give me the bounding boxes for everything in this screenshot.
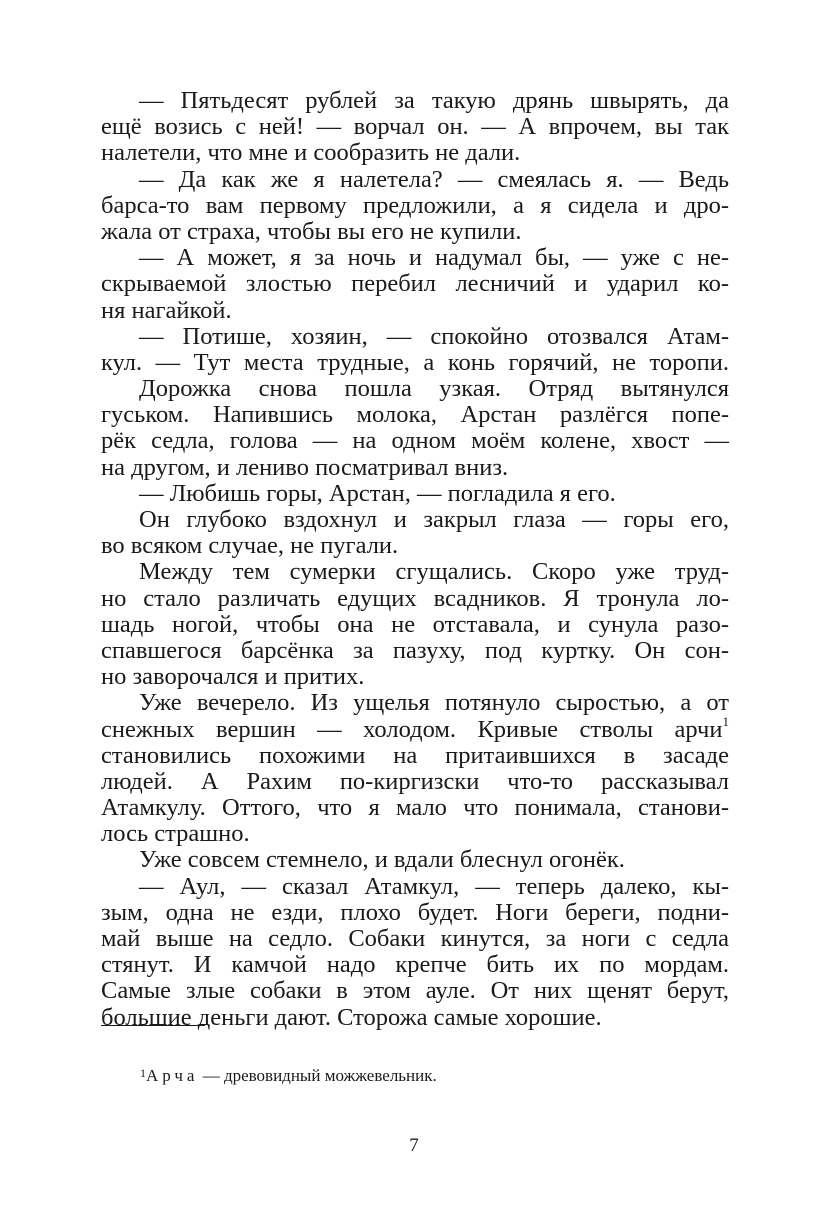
text-line: — Потише, хозяин, — спокойно отозвался Атам- [139, 322, 729, 350]
text-line: Он глубоко вздохнул и закрыл глаза — горы его, [139, 506, 729, 533]
text-line: на другом, и лениво посматривал вниз. [101, 453, 509, 481]
footnote-reference: 1 [722, 713, 729, 729]
text-line: Уже совсем стемнело, и вдали блеснул огонёк. [139, 846, 625, 874]
text-line: шадь ногой, чтобы она не отставала, и сунула разо- [101, 610, 729, 638]
body-text [101, 88, 729, 1031]
text-line: Уже вечерело. Из ущелья потянуло сыростью, а от [139, 689, 729, 717]
text-line: — Да как же я налетела? — смеялась я. — Ведь [139, 165, 729, 193]
text-line: май выше на седло. Собаки кинутся, за ноги с седла [101, 925, 729, 952]
text-line: людей. А Рахим по-киргизски что-то рассказывал [101, 767, 729, 795]
page-number: 7 [409, 1135, 419, 1156]
text-line: — Аул, — сказал Атамкул, — теперь далеко, кы- [139, 872, 729, 900]
text-line: скрываемой злостью перебил лесничий и ударил ко- [101, 270, 729, 298]
text-line: стянут. И камчой надо крепче бить их по мордам. [101, 951, 729, 979]
text-line: — А может, я за ночь и надумал бы, — уже с не- [139, 244, 729, 272]
text-line: Атамкулу. Оттого, что я мало что понимала, станови- [101, 794, 729, 822]
text-line: жала от страха, чтобы вы его не купили. [101, 217, 522, 245]
text-line: — Пятьдесят рублей за такую дрянь швырять, да [139, 87, 729, 114]
footnote-term: Арча [146, 1066, 199, 1085]
text-line: зым, одна не езди, плохо будет. Ноги береги, подни- [101, 898, 729, 926]
footnote [140, 1066, 437, 1086]
text-line: во всяком случае, не пугали. [101, 532, 399, 560]
text-line: лось страшно. [101, 820, 250, 848]
footnote-divider [101, 1025, 205, 1026]
footnote-text: — древовидный можжевельник. [198, 1066, 437, 1085]
text-line: ня нагайкой. [101, 296, 232, 324]
text-line: кул. — Тут места трудные, а конь горячий, не торопи. [101, 348, 729, 376]
text-line: рёк седла, голова — на одном моём колене, хвост — [101, 427, 729, 455]
text-line: Самые злые собаки в этом ауле. От них щенят берут, [101, 977, 729, 1005]
text-line: спавшегося барсёнка за пазуху, под куртку. Он сон- [101, 636, 729, 664]
footnote-mark: 1 [140, 1066, 146, 1080]
text-line: барса-то вам первому предложили, а я сидела и дро- [101, 191, 729, 219]
text-line: становились похожими на притаившихся в засаде [101, 741, 729, 769]
text-line: большие деньги дают. Сторожа самые хорошие. [101, 1003, 602, 1031]
text-line-content: снежных вершин — холодом. Кривые стволы арчи [101, 715, 723, 743]
text-line: гуськом. Напившись молока, Арстан разлёгся попе- [101, 401, 729, 429]
text-line: Между тем сумерки сгущались. Скоро уже труд- [139, 558, 729, 586]
text-line: но заворочался и притих. [101, 663, 365, 691]
text-line: налетели, что мне и сообразить не дали. [101, 139, 521, 167]
text-line [101, 713, 729, 743]
text-line: Дорожка снова пошла узкая. Отряд вытянулся [139, 375, 729, 403]
text-line: — Любишь горы, Арстан, — погладила я его. [139, 479, 616, 507]
text-line: ещё возись с ней! — ворчал он. — А впрочем, вы так [101, 113, 729, 141]
text-line: но стало различать едущих всадников. Я тронула ло- [101, 584, 729, 612]
